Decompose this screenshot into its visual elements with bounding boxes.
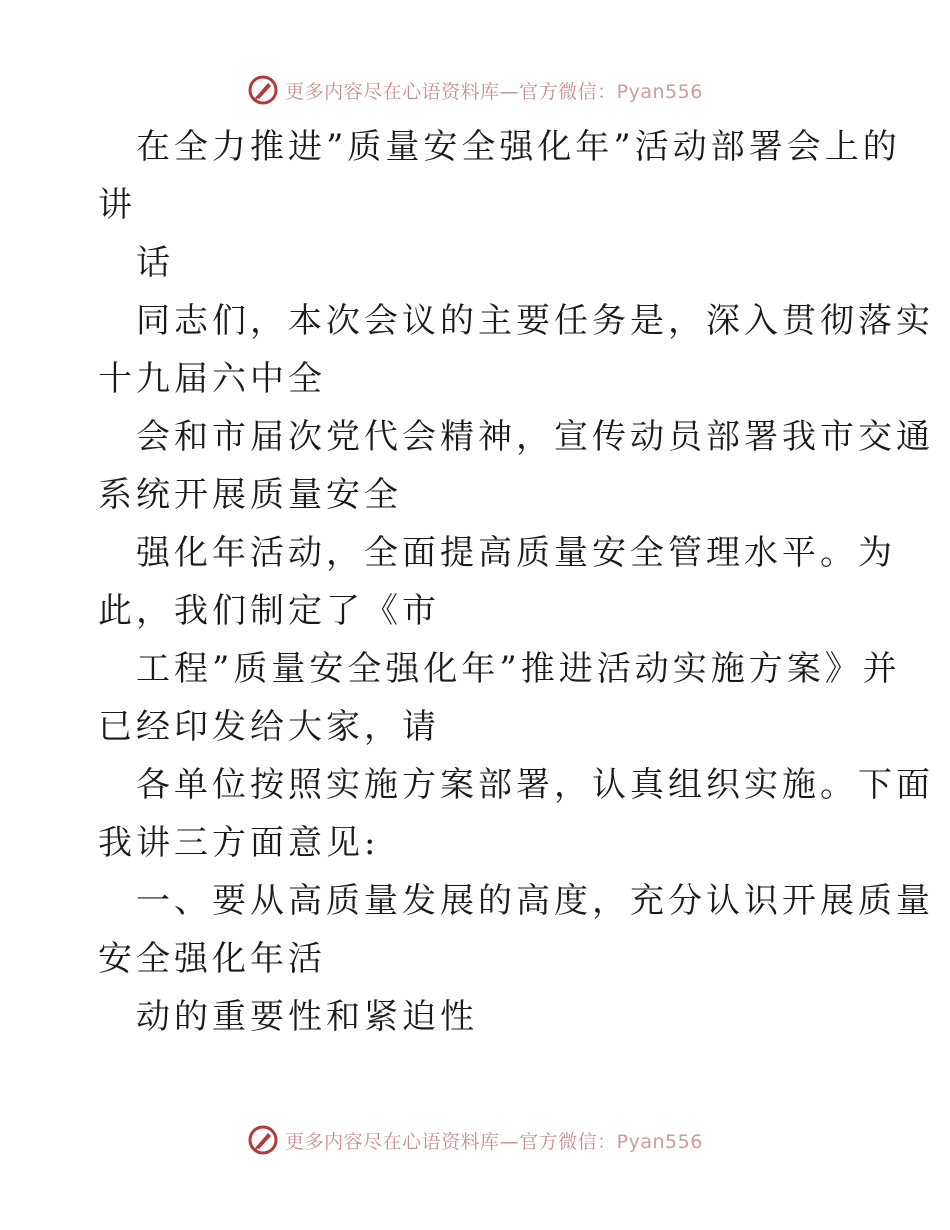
text-line: 此，我们制定了《市 <box>98 591 440 631</box>
quill-pen-logo-icon <box>247 1124 279 1156</box>
watermark-text: 更多内容尽在心语资料库—官方微信：Pyan556 <box>285 80 703 103</box>
text-line: 十九届六中全 <box>98 359 326 399</box>
document-body <box>98 118 934 1046</box>
text-line: 会和市届次党代会精神，宣传动员部署我市交通 <box>136 417 934 457</box>
text-line: 我讲三方面意见: <box>98 823 380 863</box>
quill-pen-logo-icon <box>247 74 279 106</box>
text-line: 讲 <box>98 185 136 225</box>
text-line: 工程”质量安全强化年”推进活动实施方案》并 <box>136 649 901 689</box>
footer-watermark <box>0 1120 950 1160</box>
text-line: 安全强化年活 <box>98 939 326 979</box>
text-line: 动的重要性和紧迫性 <box>136 997 478 1037</box>
text-line: 同志们，本次会议的主要任务是，深入贯彻落实 <box>136 301 934 341</box>
header-watermark <box>0 70 950 110</box>
text-line: 一、要从高质量发展的高度，充分认识开展质量 <box>136 881 934 921</box>
text-line: 话 <box>136 243 174 283</box>
text-line: 强化年活动，全面提高质量安全管理水平。为 <box>136 533 896 573</box>
text-line: 已经印发给大家，请 <box>98 707 440 747</box>
text-line: 各单位按照实施方案部署，认真组织实施。下面 <box>136 765 934 805</box>
text-line: 在全力推进”质量安全强化年”活动部署会上的 <box>136 127 901 167</box>
watermark-text: 更多内容尽在心语资料库—官方微信：Pyan556 <box>285 1130 703 1153</box>
text-line: 系统开展质量安全 <box>98 475 402 515</box>
